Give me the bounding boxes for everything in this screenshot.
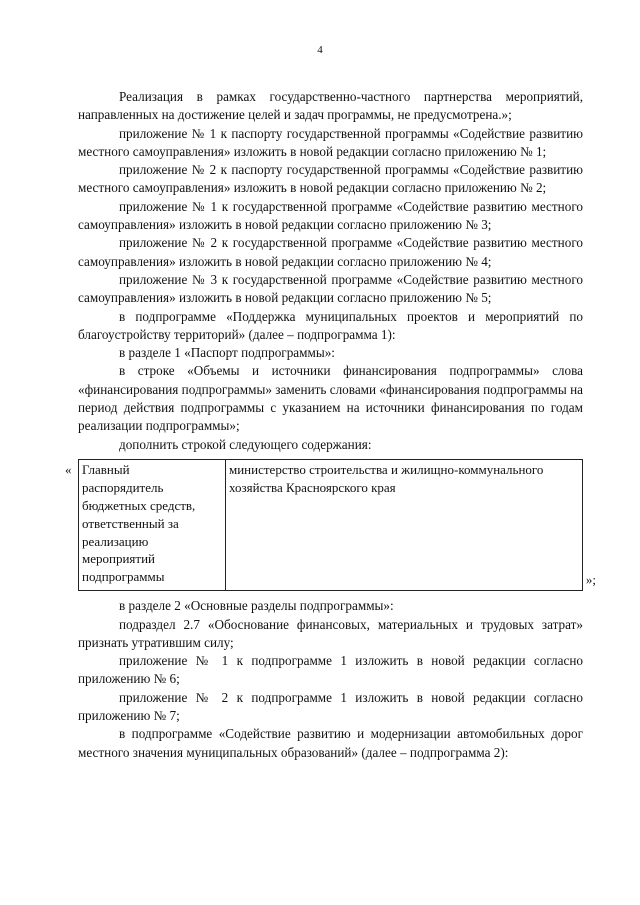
close-quote: »;	[585, 571, 596, 587]
inserted-row-table	[78, 459, 583, 591]
paragraph-program-appendix-3: приложение № 3 к государственной программе «Содействие развитию местного самоуправления» изложить в новой редакции согласно приложению № 5;	[78, 271, 583, 306]
open-quote: «	[65, 461, 72, 477]
paragraph-section-2: в разделе 2 «Основные разделы подпрограммы»:	[119, 598, 394, 614]
paragraph-subprogram-2-intro: в подпрограмме «Содействие развитию и модернизации автомобильных дорог местного значения муниципальных образований» (далее – подпрограмма 2):	[78, 726, 583, 760]
label-line: мероприятий	[82, 551, 155, 567]
paragraph-subprogram-1-intro: в подпрограмме «Поддержка муниципальных проектов и мероприятий по благоустройству территорий» (далее – подпрограмма 1):	[78, 308, 583, 342]
paragraph-subprogram-appendix-2: приложение № 2 к подпрограмме 1 изложить в новой редакции согласно приложению № 7;	[78, 689, 583, 724]
label-line: Главный	[82, 461, 130, 477]
paragraph-program-appendix-1: приложение № 1 к государственной программе «Содействие развитию местного самоуправления» изложить в новой редакции согласно приложению № 3;	[78, 198, 583, 233]
document-body	[65, 88, 596, 762]
table-cell-value: министерство строительства и жилищно-коммунального хозяйства Красноярского края	[226, 459, 583, 590]
page-number: 4	[317, 44, 323, 56]
paragraph-passport-appendix-1: приложение № 1 к паспорту государственной программы «Содействие развитию местного самоуправления» изложить в новой редакции согласно приложению № 1;	[78, 125, 583, 159]
label-line: реализацию	[82, 533, 149, 549]
paragraph-financing-row: в строке «Объемы и источники финансирования подпрограммы» слова «финансирования подпрограммы» заменить словами «финансирования подпрограммы на период действия подпрограммы с указанием на источники финансирования по годам реализации подпрограммы»;	[78, 363, 583, 434]
paragraph-section-1: в разделе 1 «Паспорт подпрограммы»:	[119, 345, 335, 361]
table-cell-label	[79, 459, 226, 590]
paragraph-ppp-conclusion: Реализация в рамках государственно-частного партнерства мероприятий, направленных на достижение целей и задач программы, не предусмотрена.»;	[78, 89, 583, 123]
paragraph-program-appendix-2: приложение № 2 к государственной программе «Содействие развитию местного самоуправления» изложить в новой редакции согласно приложению № 4;	[78, 235, 583, 269]
label-line: распорядитель	[82, 479, 164, 495]
label-line: бюджетных средств,	[82, 497, 196, 513]
inserted-row-block	[65, 459, 596, 591]
label-line: подпрограммы	[82, 569, 165, 585]
label-line: ответственный за	[82, 515, 179, 531]
paragraph-passport-appendix-2: приложение № 2 к паспорту государственной программы «Содействие развитию местного самоуправления» изложить в новой редакции согласно приложению № 2;	[78, 162, 583, 196]
paragraph-subsection-2-7: подраздел 2.7 «Обоснование финансовых, материальных и трудовых затрат» признать утратившим силу;	[78, 616, 583, 650]
table-row	[79, 459, 583, 590]
paragraph-subprogram-appendix-1: приложение № 1 к подпрограмме 1 изложить в новой редакции согласно приложению № 6;	[78, 653, 583, 687]
paragraph-add-row: дополнить строкой следующего содержания:	[119, 436, 372, 452]
